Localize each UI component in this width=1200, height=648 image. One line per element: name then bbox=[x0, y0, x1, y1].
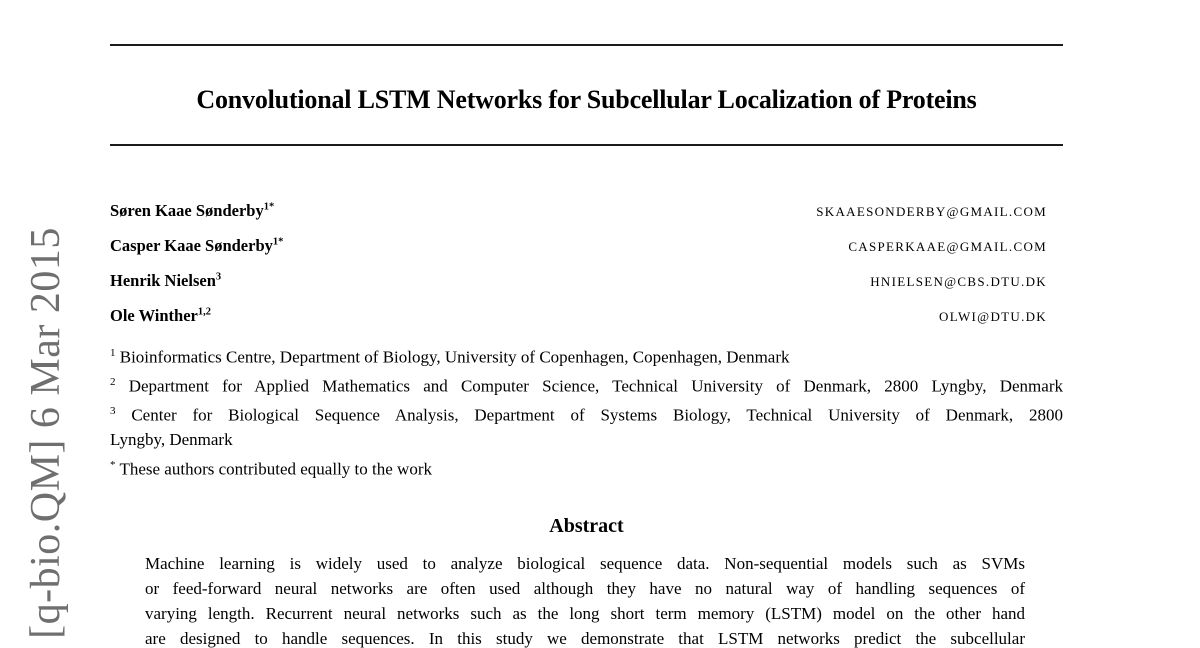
author-email: OLWI@DTU.DK bbox=[939, 309, 1047, 324]
abstract-body bbox=[145, 551, 1025, 648]
author-name bbox=[110, 306, 211, 326]
abstract-heading: Abstract bbox=[549, 515, 624, 537]
author-affiliation-superscript: 1,2 bbox=[197, 306, 211, 318]
affiliation-marker: 2 bbox=[110, 376, 116, 389]
abstract-text-line: or feed-forward neural networks are often used although they have no natural way of handling sequences of bbox=[145, 579, 1025, 598]
author-row bbox=[110, 198, 1063, 233]
equal-contribution-footnote bbox=[110, 453, 1063, 482]
title-rule-bottom bbox=[110, 144, 1063, 146]
affiliation-text: Lyngby, Denmark bbox=[110, 430, 233, 450]
affiliation-marker: 1 bbox=[110, 347, 116, 359]
footnote-text: These authors contributed equally to the work bbox=[119, 459, 432, 479]
affiliation-line bbox=[110, 341, 1063, 370]
arxiv-sidebar-stamp: [q-bio.QM] 6 Mar 2015 bbox=[23, 227, 69, 639]
author-row bbox=[110, 233, 1063, 268]
affiliation-line-continuation bbox=[110, 428, 1063, 453]
author-list bbox=[110, 198, 1063, 338]
author-name bbox=[110, 236, 283, 256]
affiliations bbox=[110, 341, 1063, 482]
affiliation-line bbox=[110, 399, 1063, 428]
author-name-text: Søren Kaae Sønderby bbox=[110, 201, 264, 220]
author-affiliation-superscript: 3 bbox=[215, 271, 222, 283]
footnote-marker: * bbox=[110, 458, 116, 471]
author-row bbox=[110, 268, 1063, 303]
author-email: CASPERKAAE@GMAIL.COM bbox=[848, 239, 1047, 254]
paper-content bbox=[110, 0, 1063, 648]
author-name bbox=[110, 201, 274, 221]
paper-title: Convolutional LSTM Networks for Subcellular Localization of Proteins bbox=[196, 85, 977, 114]
abstract-text-line: Machine learning is widely used to analyze biological sequence data. Non-sequential models such as SVMs bbox=[145, 554, 1025, 573]
author-affiliation-superscript: 1* bbox=[272, 236, 284, 248]
author-name-text: Casper Kaae Sønderby bbox=[110, 236, 273, 255]
author-row bbox=[110, 303, 1063, 338]
author-name-text: Henrik Nielsen bbox=[110, 271, 216, 290]
abstract-text-line: varying length. Recurrent neural networks such as the long short term memory (LSTM) model on the other hand bbox=[145, 604, 1025, 623]
abstract-text-line: are designed to handle sequences. In this study we demonstrate that LSTM networks predict the subcellular bbox=[145, 629, 1025, 648]
author-name-text: Ole Winther bbox=[110, 306, 198, 325]
author-email: SKAAESONDERBY@GMAIL.COM bbox=[816, 204, 1047, 219]
author-affiliation-superscript: 1* bbox=[263, 201, 275, 213]
title-rule-top bbox=[110, 44, 1063, 46]
author-name bbox=[110, 271, 221, 291]
affiliation-text: Bioinformatics Centre, Department of Biology, University of Copenhagen, Copenhagen, Denmark bbox=[119, 347, 790, 367]
author-email: HNIELSEN@CBS.DTU.DK bbox=[870, 274, 1047, 289]
affiliation-text: Center for Biological Sequence Analysis, Department of Systems Biology, Technical University of Denmark, 2800 bbox=[131, 405, 1064, 425]
affiliation-marker: 3 bbox=[110, 405, 116, 418]
affiliation-text: Department for Applied Mathematics and Computer Science, Technical University of Denmark, 2800 Lyngby, Denmark bbox=[128, 376, 1063, 396]
affiliation-line bbox=[110, 370, 1063, 399]
